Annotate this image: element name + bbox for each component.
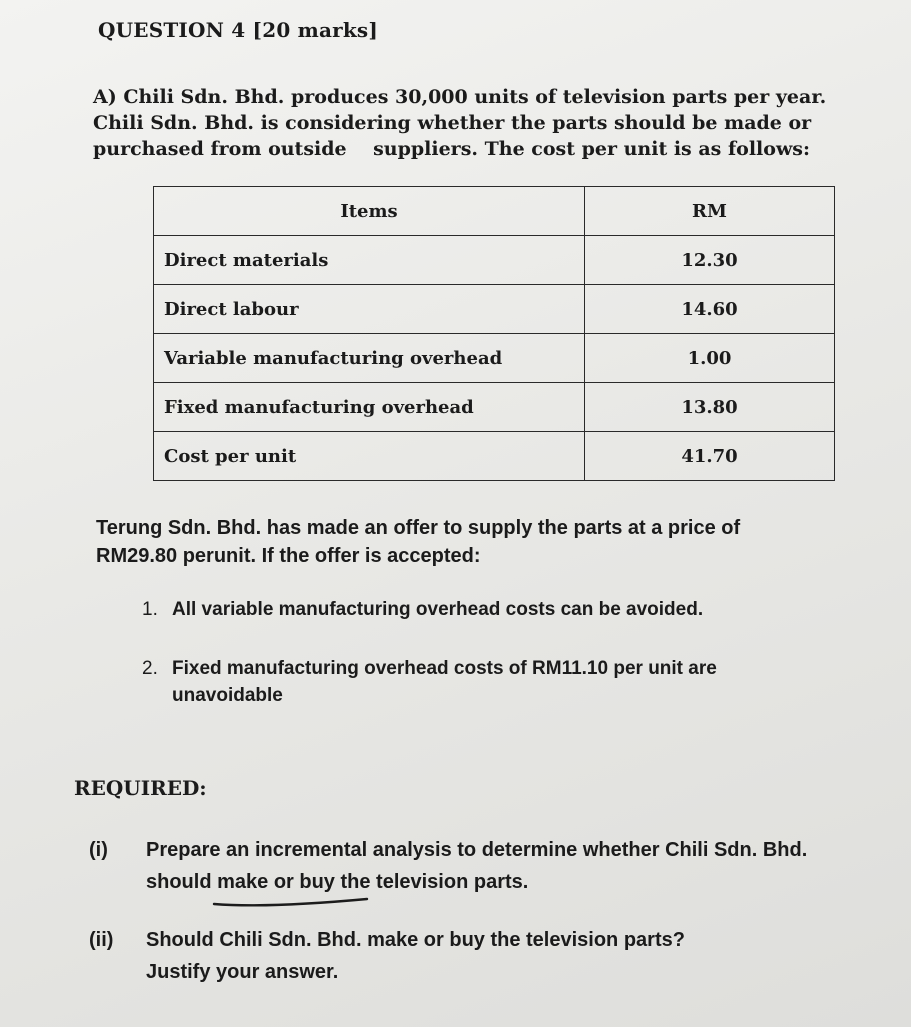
table-row <box>154 334 835 383</box>
table-row <box>154 383 835 432</box>
intro-line: purchased from outside suppliers. The cost per unit is as follows: <box>93 138 811 160</box>
table-row <box>154 285 835 334</box>
question-item <box>89 834 808 898</box>
row-item: Variable manufacturing overhead <box>154 334 585 383</box>
question-number: (ii) <box>89 929 114 951</box>
question-text: Prepare an incremental analysis to determine whether Chili Sdn. Bhd. <box>146 839 808 861</box>
intro-line: A) Chili Sdn. Bhd. produces 30,000 units of television parts per year. <box>93 86 827 108</box>
pen-underline-mark <box>212 895 372 909</box>
condition-number: 2. <box>142 658 158 679</box>
row-item: Direct materials <box>154 236 585 285</box>
row-amount: 14.60 <box>585 285 835 334</box>
question-text: Justify your answer. <box>146 961 339 983</box>
offer-paragraph <box>96 514 816 570</box>
row-item: Direct labour <box>154 285 585 334</box>
required-label: REQUIRED: <box>74 776 207 800</box>
offer-line: RM29.80 perunit. If the offer is accepted: <box>96 545 481 567</box>
row-item: Cost per unit <box>154 432 585 481</box>
question-number: (i) <box>89 839 108 861</box>
question-item <box>89 924 685 988</box>
intro-line: Chili Sdn. Bhd. is considering whether the parts should be made or <box>93 112 812 134</box>
row-amount: 12.30 <box>585 236 835 285</box>
row-amount: 1.00 <box>585 334 835 383</box>
row-amount: 13.80 <box>585 383 835 432</box>
rm-column-header: RM <box>585 187 835 236</box>
question-text: Should Chili Sdn. Bhd. make or buy the television parts? <box>146 929 685 951</box>
condition-text: All variable manufacturing overhead costs can be avoided. <box>172 599 704 620</box>
table-row <box>154 236 835 285</box>
question-text: should make or buy the television parts. <box>146 871 529 893</box>
offer-line: Terung Sdn. Bhd. has made an offer to supply the parts at a price of <box>96 517 741 539</box>
condition-number: 1. <box>142 599 158 620</box>
condition-text: Fixed manufacturing overhead costs of RM11.10 per unit are <box>172 658 717 679</box>
row-item: Fixed manufacturing overhead <box>154 383 585 432</box>
row-amount: 41.70 <box>585 432 835 481</box>
intro-paragraph <box>93 84 827 162</box>
table-row <box>154 432 835 481</box>
condition-item <box>142 655 717 709</box>
cost-table <box>153 186 835 481</box>
cost-table-header-row <box>154 187 835 236</box>
condition-item <box>142 596 704 623</box>
items-column-header: Items <box>154 187 585 236</box>
question-heading: QUESTION 4 [20 marks] <box>98 18 379 42</box>
condition-text: unavoidable <box>172 685 283 706</box>
